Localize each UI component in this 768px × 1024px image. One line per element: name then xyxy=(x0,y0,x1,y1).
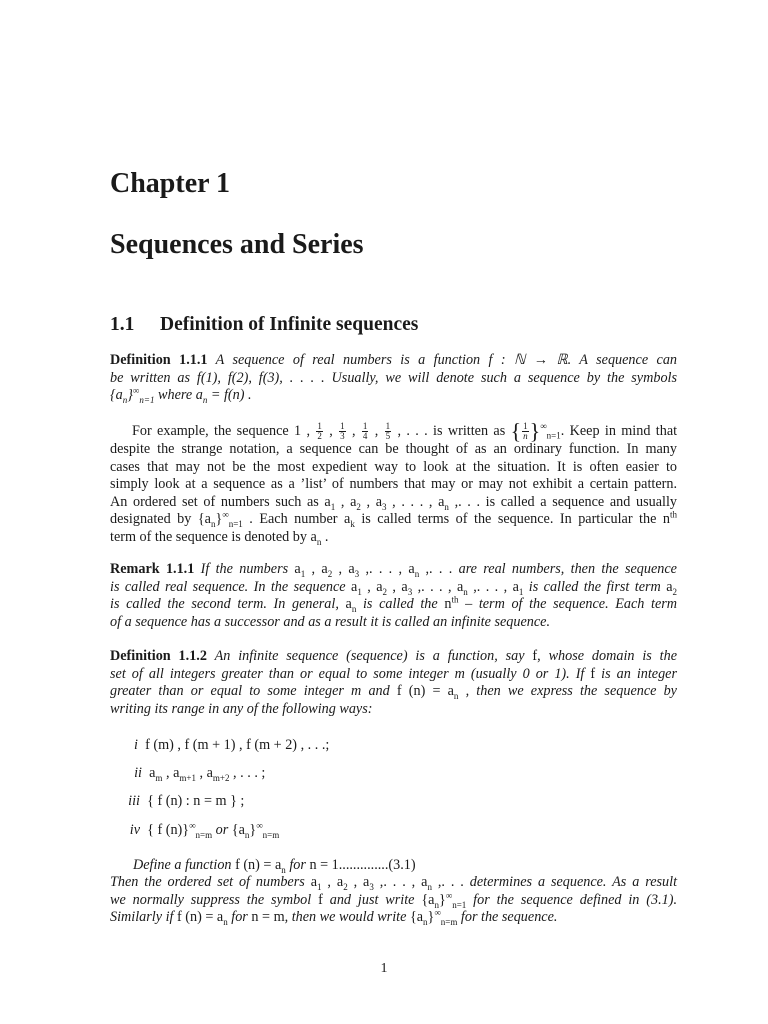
chapter-title: Sequences and Series xyxy=(110,229,364,260)
example-paragraph: For example, the sequence 1 , $\frac{1}{2}$ , $\frac{1}{3}$ , $\frac{1}{4}$ , $\frac{1}{5}$ , . . . is written as { $\frac{1}{n}$ }$^\infty_{n=1}$. Keep in mind that despite the strange notation, a sequence can be thought of as an ordinary function. In many cases that may not be the most expedient way to look at the situation. It is often easier to simply look at a sequence as a ’list’ of numbers that may or may not exhibit a certain pattern. An ordered set of numbers such as $a_1$ , $a_2$ , $a_3$ , . . . , $a_n$ ,. . . is called a sequence and usually designated by $\{a_n\}^\infty_{n=1}$ . Each number $a_k$ is called terms of the sequence. In particular the $n^{th}$ term of the sequence is denoted by $a_n$ . xyxy=(110,418,678,547)
definition-label: Definition 1.1.2 xyxy=(110,648,207,664)
definition-1-1-1: Definition 1.1.1 A sequence of real numbers is a function f : ℕ → ℝ. A sequence can be written as f(1), f(2), f(3), . . . . Usually, we will denote such a sequence by the symbols $\{a_n\}^\infty_{n=1}$ where $a_n = f(n)$ . xyxy=(110,352,678,406)
fraction: $\frac{1}{4}$ xyxy=(362,421,368,441)
fraction: $\frac{1}{5}$ xyxy=(385,421,391,441)
section-title: Definition of Infinite sequences xyxy=(160,314,419,335)
remark-1-1-1: Remark 1.1.1 If the numbers $a_1$ , $a_2$ , $a_3$ ,. . . , $a_n$ ,. . . are real numbers, then the sequence is called real sequence. In the sequence $a_1$ , $a_2$ , $a_3$ ,. . . , $a_n$ ,. . . , $a_1$ is called the first term $a_2$ is called the second term. In general, $a_n$ is called the $n^{th}$ – term of the sequence. Each term of a sequence has a successor and as a result it is called an infinite sequence. xyxy=(110,561,678,630)
define-function-line: Define a function f $(n) = a_n$ for n = 1..............(3.1) xyxy=(133,857,416,875)
chapter-label: Chapter 1 xyxy=(110,168,231,199)
list-item: iii { f (n) : n = m } ; xyxy=(128,793,245,809)
fraction: $\frac{1}{2}$ xyxy=(317,421,322,441)
page-number: 1 xyxy=(380,961,388,976)
definition-1-1-2: Definition 1.1.2 An infinite sequence (sequence) is a function, say f, whose domain is the set of all integers greater than or equal to some integer m (usually 0 or 1). If f is an integer greater than or equal to some integer m and f $(n) = a_n$ , then we express the sequence by writing its range in any of the following ways: xyxy=(110,648,678,717)
section-number: 1.1 xyxy=(110,314,135,335)
definition-label: Definition 1.1.1 xyxy=(110,352,208,368)
definition-line: A sequence of real numbers is a function f : ℕ → ℝ. A sequence can xyxy=(215,352,678,368)
fraction: $\frac{1}{3}$ xyxy=(340,421,345,441)
definition-line: be written as f(1), f(2), f(3), . . . . Usually, we will denote such a sequence by the symbols xyxy=(110,369,677,386)
list-item: i f (m) , f (m + 1) , f (m + 2) , . . .; xyxy=(134,737,330,753)
closing-paragraph: Then the ordered set of numbers $a_1$ , $a_2$ , $a_3$ ,. . . , $a_n$ ,. . . determines a sequence. As a result we normally suppress the symbol f and just write $\{a_n\}^\infty_{n=1}$ for the sequence defined in (3.1). Similarly if f $(n) = a_n$ for n = m, then we would write $\{a_n\}^\infty_{n=m}$ for the sequence. xyxy=(110,874,678,928)
fraction: $\frac{1}{n}$ xyxy=(523,421,528,441)
section-heading xyxy=(110,314,418,336)
remark-label: Remark 1.1.1 xyxy=(110,561,195,577)
list-item: ii $a_m$ , $a_{m+1}$ , $a_{m+2}$ , . . . ; xyxy=(134,765,266,783)
list-item: iv { f $(n)\}^\infty_{n=m}$ or $\{a_n\}^\infty_{n=m}$ xyxy=(129,820,280,840)
